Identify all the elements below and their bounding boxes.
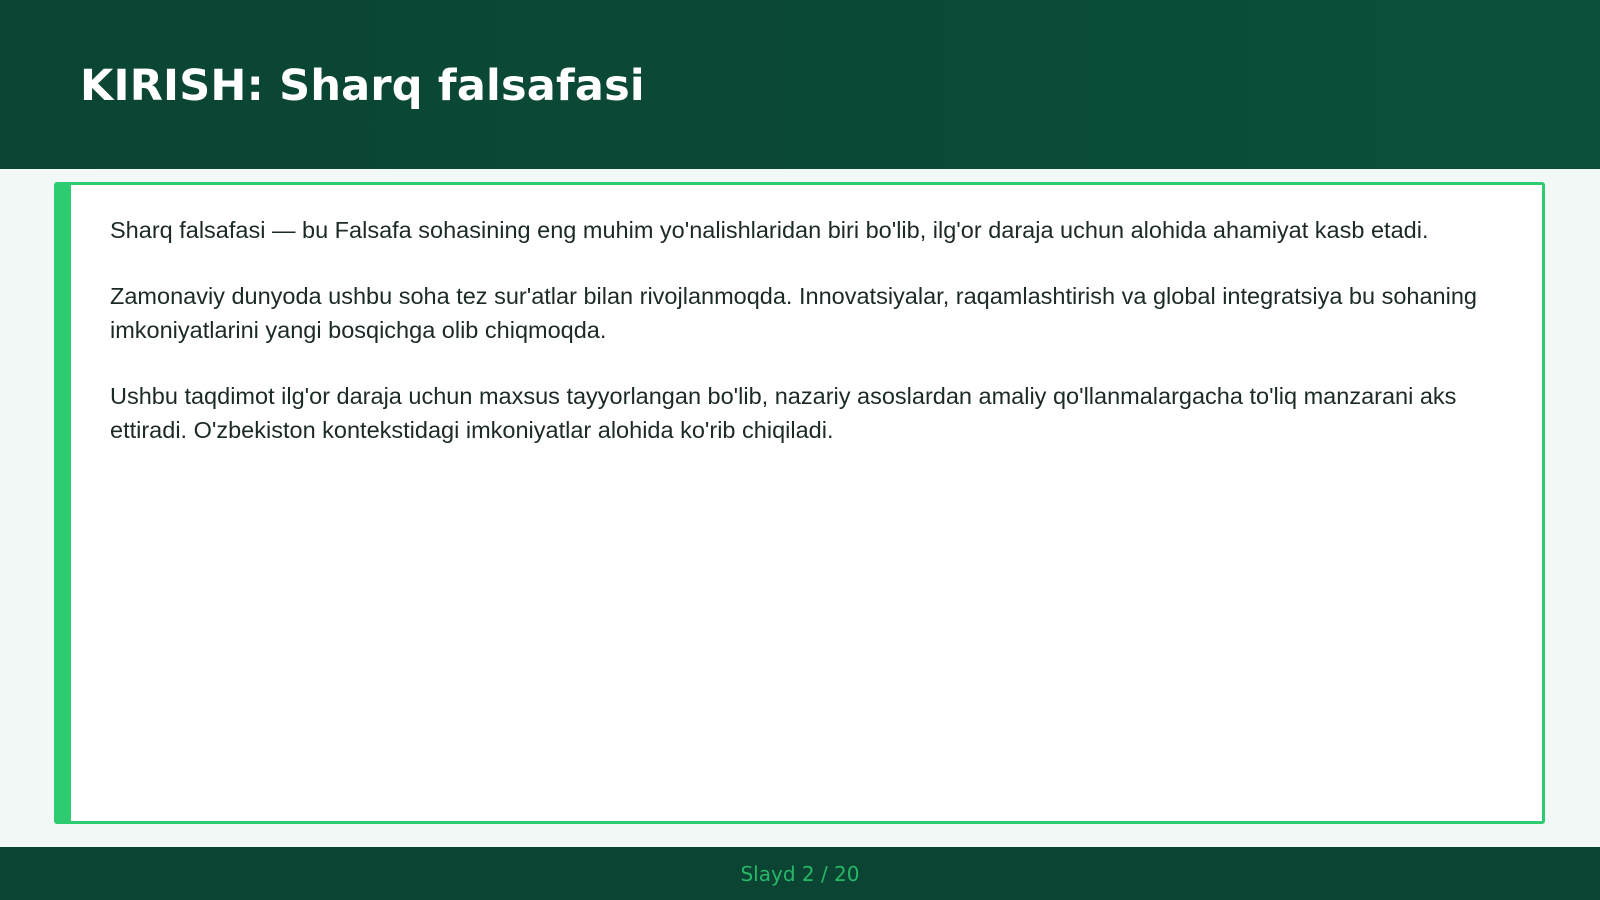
content-box [54,182,1545,824]
paragraph-modern-world: Zamonaviy dunyoda ushbu soha tez sur'atlar bilan rivojlanmoqda. Innovatsiyalar, raqamlashtirish va global integratsiya bu sohaning imkoniyatlarini yangi bosqichga olib chiqmoqda. [110,283,1477,343]
content-text [110,213,1500,479]
slide-title: KIRISH: Sharq falsafasi [80,61,645,111]
slide-header [0,0,1600,169]
paragraph-intro: Sharq falsafasi — bu Falsafa sohasining eng muhim yo'nalishlaridan biri bo'lib, ilg'or daraja uchun alohida ahamiyat kasb etadi. [110,217,1429,243]
slide-number: Slayd 2 / 20 [740,861,860,886]
paragraph-presentation-scope: Ushbu taqdimot ilg'or daraja uchun maxsus tayyorlangan bo'lib, nazariy asoslardan amaliy qo'llanmalargacha to'liq manzarani aks ettiradi. O'zbekiston kontekstidagi imkoniyatlar alohida ko'rib chiqiladi. [110,383,1457,443]
slide-footer [0,847,1600,900]
